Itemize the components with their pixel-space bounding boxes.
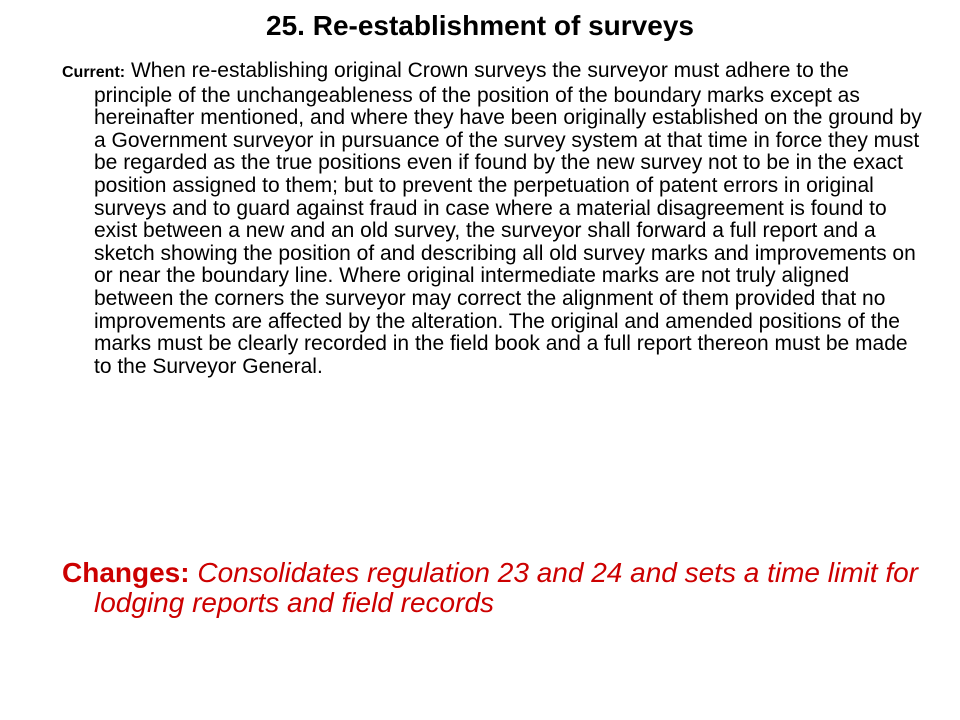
- current-label: Current:: [62, 64, 126, 81]
- current-text: When re-establishing original Crown surveys the surveyor must adhere to the principle of the unchangeableness of the position of the boundary marks except as hereinafter mentioned, and where they have been originally established on the ground by a Government surveyor in pursuance of the survey system at that time in force they must be regarded as the true positions even if found by the new survey not to be in the exact position assigned to them; but to prevent the perpetuation of patent errors in original surveys and to guard against fraud in case where a material disagreement is found to exist between a new and an old survey, the surveyor shall forward a full report and a sketch showing the position of and describing all old survey marks and improvements on or near the boundary line. Where original intermediate marks are not truly aligned between the corners the surveyor may correct the alignment of them provided that no improvements are affected by the alteration. The original and amended positions of the marks must be clearly recorded in the field book and a full report thereon must be made to the Surveyor General.: [94, 59, 922, 378]
- changes-text: Consolidates regulation 23 and 24 and sets a time limit for lodging reports and field records: [94, 557, 918, 618]
- current-paragraph: [62, 60, 924, 378]
- changes-label: Changes:: [62, 557, 190, 588]
- slide-title: 25. Re-establishment of surveys: [266, 10, 694, 41]
- changes-paragraph: [62, 558, 924, 618]
